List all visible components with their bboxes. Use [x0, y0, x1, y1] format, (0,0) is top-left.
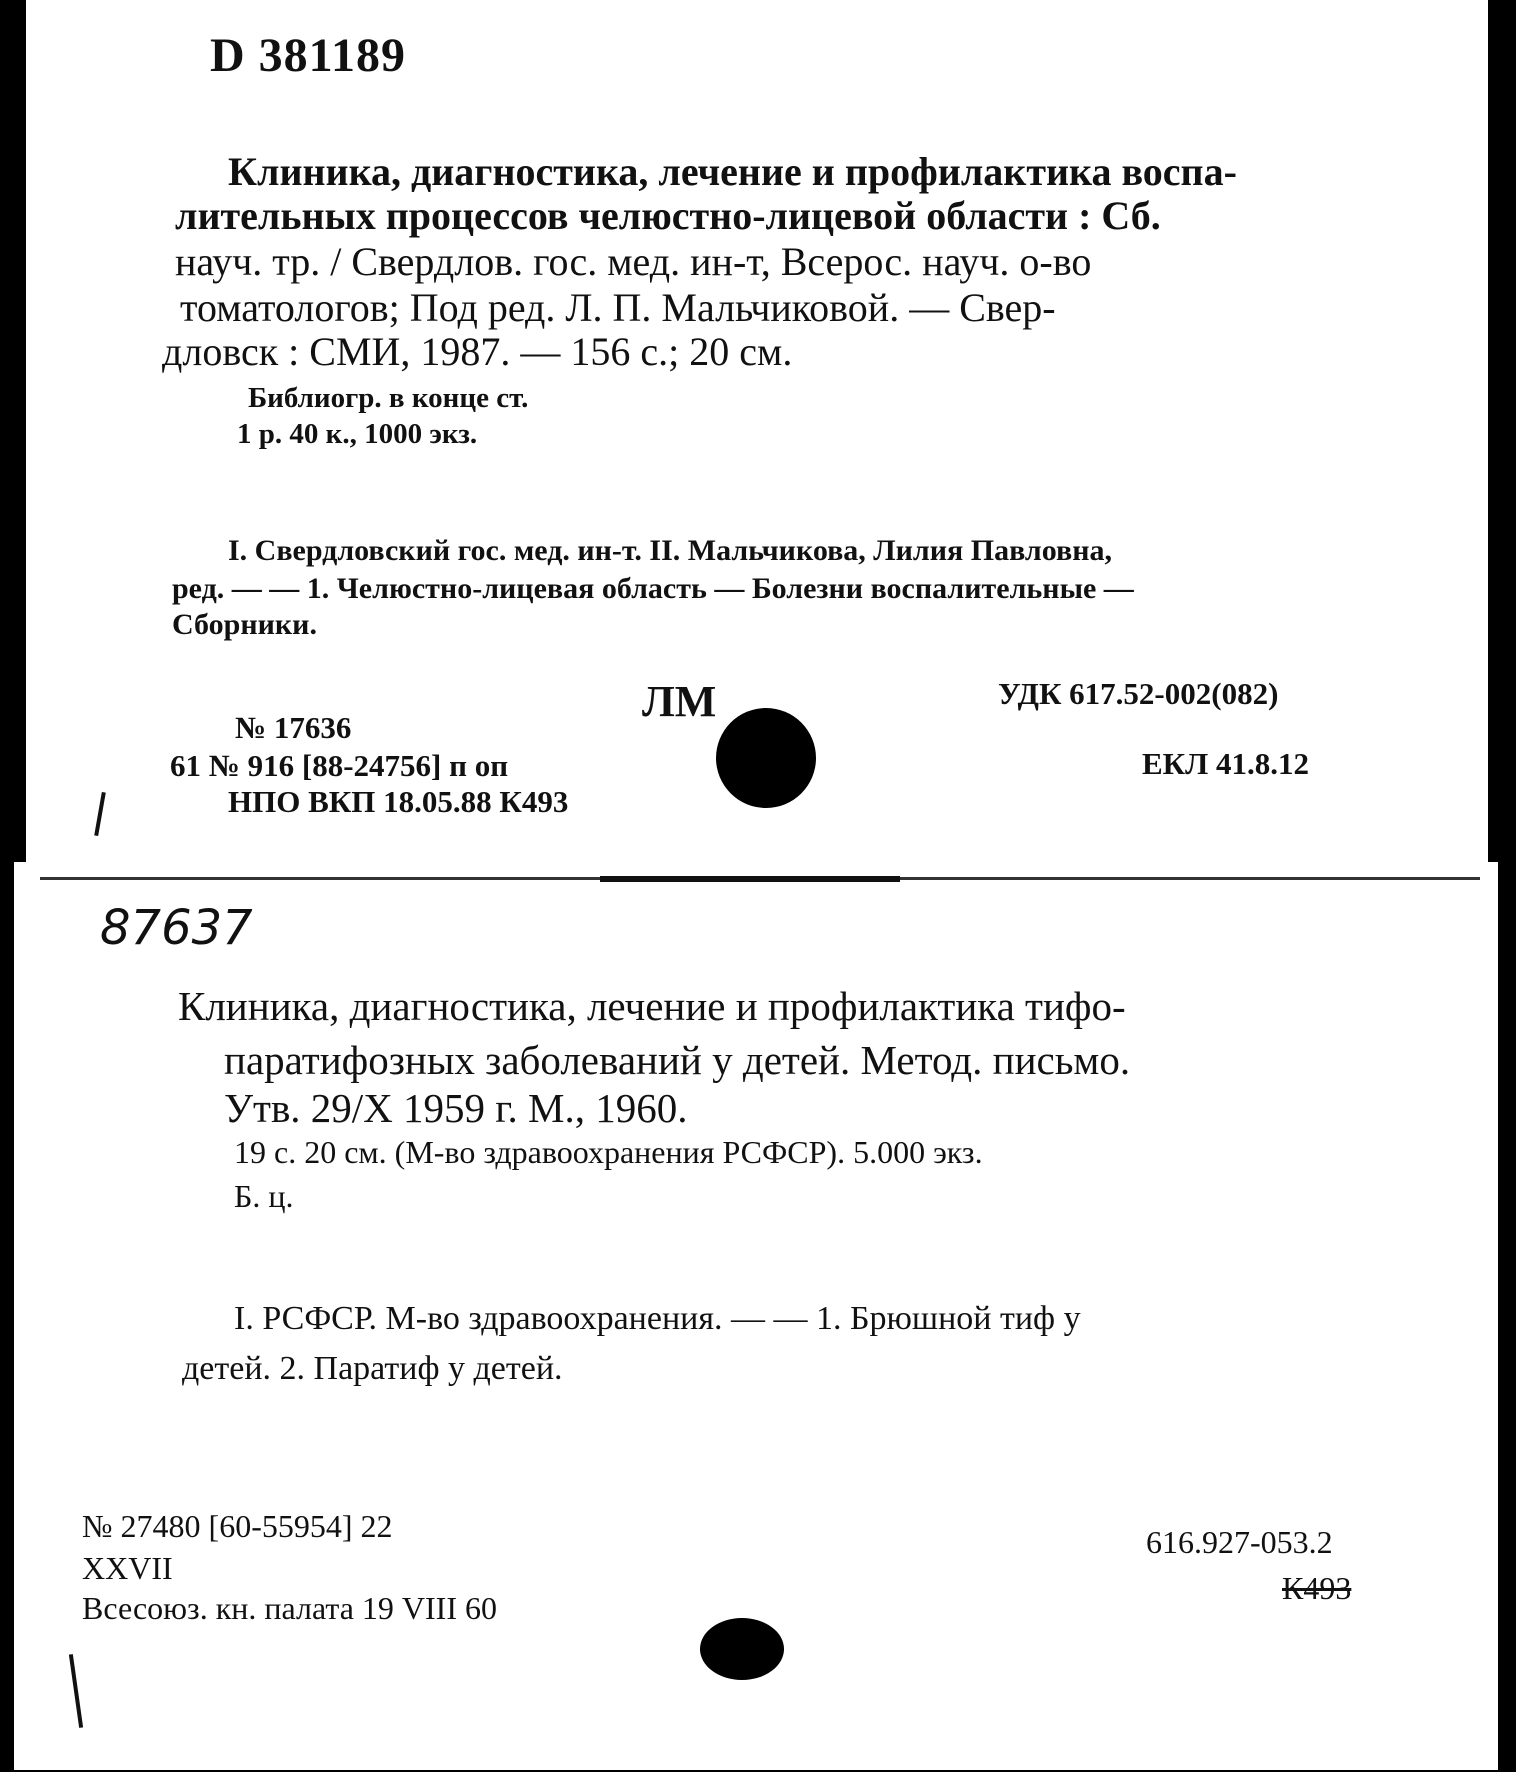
card1-subject-line-2: ред. — — 1. Челюстно-лицевая область — Болезни воспалительные — — [172, 572, 1134, 605]
card2-subject-line-1: I. РСФСР. М-во здравоохранения. — — 1. Брюшной тиф у — [234, 1300, 1081, 1337]
card2-code: К493 — [1282, 1570, 1352, 1606]
card1-note-price: 1 р. 40 к., 1000 экз. — [237, 418, 478, 450]
card1-reg-line-2: 61 № 916 [88-24756] п оп — [170, 748, 509, 783]
card1-desc-line-1: науч. тр. / Свердлов. гос. мед. ин-т, Всерос. науч. о-во — [175, 239, 1092, 284]
card2-title-line-3: Утв. 29/X 1959 г. М., 1960. — [224, 1085, 688, 1131]
card1-mark-lm: ЛМ — [642, 677, 717, 726]
card1-subject-line-1: I. Свердловский гос. мед. ин-т. II. Мальчикова, Лилия Павловна, — [228, 534, 1112, 567]
card2-number: 87637 — [100, 900, 253, 956]
card2-subject-line-2: детей. 2. Паратиф у детей. — [182, 1350, 563, 1387]
card2-title-line-2: паратифозных заболеваний у детей. Метод. письмо. — [224, 1037, 1131, 1083]
card1-reg-line-3: НПО ВКП 18.05.88 К493 — [228, 784, 569, 819]
card1-number: D 381189 — [210, 29, 407, 82]
card1-ekl: ЕКЛ 41.8.12 — [1142, 746, 1310, 781]
card-punch-hole — [716, 708, 816, 808]
card2-udk: 616.927-053.2 — [1146, 1524, 1333, 1560]
card2-title-line-1: Клиника, диагностика, лечение и профилактика тифо- — [178, 983, 1126, 1029]
card1-reg-line-1: № 17636 — [235, 710, 352, 745]
card-punch-hole — [700, 1618, 784, 1680]
card1-subject-line-3: Сборники. — [172, 608, 317, 641]
card1-title-line-1: Клиника, диагностика, лечение и профилактика воспа- — [228, 149, 1237, 194]
card-edge-shadow — [600, 876, 900, 882]
card1-udk: УДК 617.52-002(082) — [998, 676, 1279, 711]
card2-desc-line-2: Б. ц. — [234, 1178, 294, 1214]
card2-reg-line-3: Всесоюз. кн. палата 19 VIII 60 — [82, 1590, 497, 1626]
card2-reg-line-2: XXVII — [82, 1550, 173, 1586]
card2-desc-line-1: 19 с. 20 см. (М-во здравоохранения РСФСР). 5.000 экз. — [234, 1134, 983, 1170]
card1-title-line-2: лительных процессов челюстно-лицевой области : Сб. — [175, 193, 1161, 238]
card1-desc-line-3: дловск : СМИ, 1987. — 156 с.; 20 см. — [162, 329, 793, 374]
card1-desc-line-2: томатологов; Под ред. Л. П. Мальчиковой. — Свер- — [180, 285, 1056, 330]
card2-reg-line-1: № 27480 [60-55954] 22 — [82, 1508, 393, 1544]
card1-note-bibliography: Библиогр. в конце ст. — [248, 382, 529, 414]
